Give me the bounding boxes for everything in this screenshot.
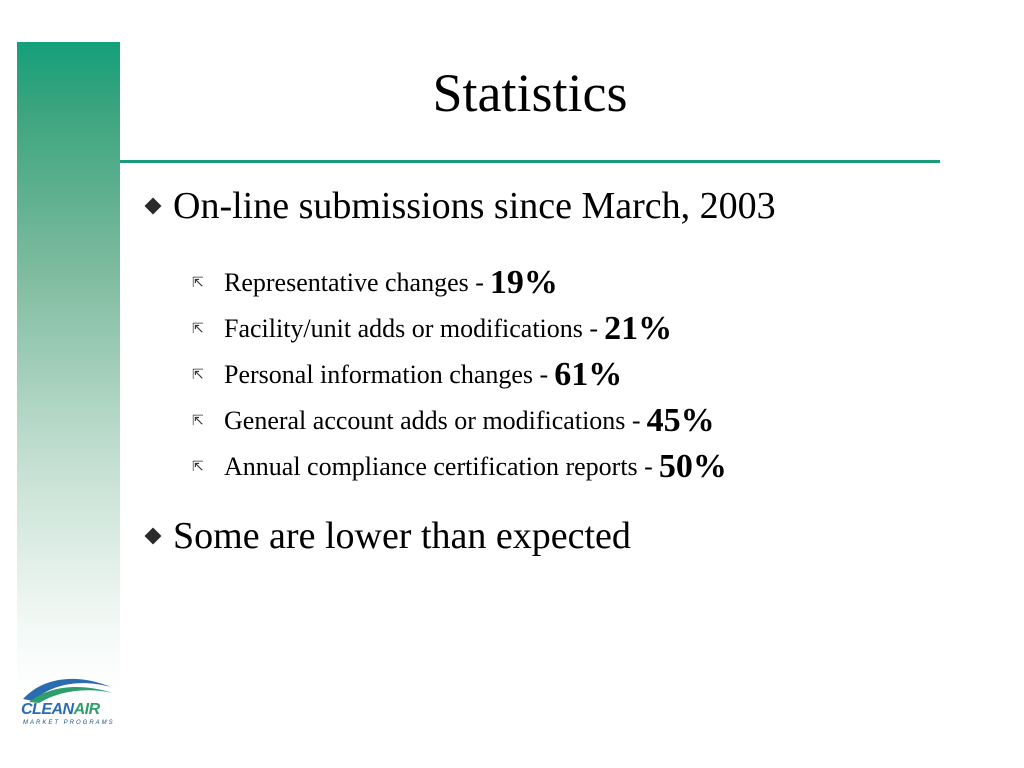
sub-bullet-item <box>190 260 950 306</box>
bullet-online-submissions <box>142 183 776 229</box>
diagonal-arrow-icon: ⇱ <box>192 459 204 475</box>
diagonal-arrow-icon: ⇱ <box>192 413 204 429</box>
logo-tagline: MARKET PROGRAMS <box>23 720 115 726</box>
sub-bullet-item <box>190 444 950 490</box>
slide-title: Statistics <box>432 63 628 123</box>
sub-bullet-percent: 21% <box>604 310 673 347</box>
clean-air-logo <box>19 673 115 733</box>
diagonal-arrow-icon: ⇱ <box>192 367 204 383</box>
sub-bullet-label: Annual compliance certification reports - <box>224 452 653 481</box>
sub-bullet-percent: 50% <box>658 448 727 485</box>
bullet-text: On-line submissions since March, 2003 <box>173 185 776 227</box>
sub-bullet-item <box>190 352 950 398</box>
sub-bullet-label: Facility/unit adds or modifications - <box>224 314 599 343</box>
bullet-lower-than-expected <box>142 513 631 559</box>
sub-bullet-item <box>190 398 950 444</box>
diagonal-arrow-icon: ⇱ <box>192 275 204 291</box>
diagonal-arrow-icon: ⇱ <box>192 321 204 337</box>
sidebar-gradient-bar <box>17 42 120 692</box>
bullet-text: Some are lower than expected <box>173 515 631 557</box>
logo-wordmark: CLEANAIR <box>21 701 100 718</box>
sub-bullet-item <box>190 306 950 352</box>
sub-bullet-label: Representative changes - <box>224 268 484 297</box>
sub-bullet-list <box>190 260 950 490</box>
sub-bullet-percent: 45% <box>646 402 715 439</box>
sub-bullet-label: Personal information changes - <box>224 360 549 389</box>
sub-bullet-percent: 61% <box>554 356 623 393</box>
diamond-bullet-icon <box>145 528 162 545</box>
diamond-bullet-icon <box>145 198 162 215</box>
sub-bullet-percent: 19% <box>489 264 558 301</box>
sub-bullet-label: General account adds or modifications - <box>224 406 641 435</box>
title-divider <box>120 160 940 163</box>
